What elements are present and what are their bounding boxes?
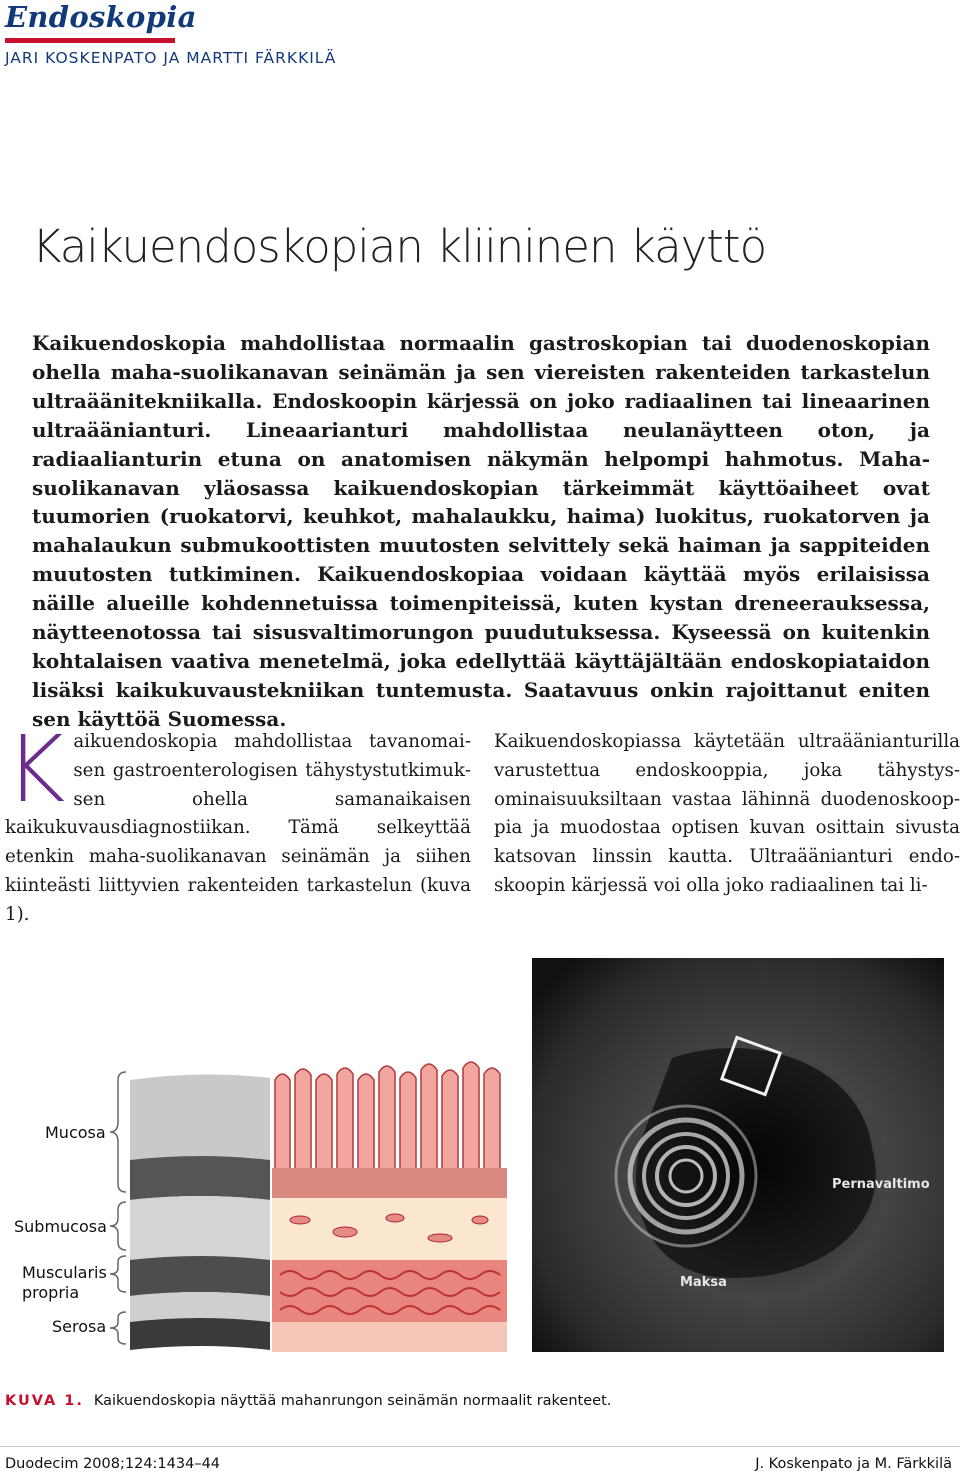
body-text-left: aikuendoskopia mahdollistaa tavanomaisen gastroenterologisen tähystystutkimuksen ohella samanaikaisen kaikukuvausdiagnostiikan. Tämä selkeyttää etenkin maha-suolikanavan seinämän ja siihen kiinteästi liittyvien rakenteiden tarkastelun (kuva 1).	[5, 731, 471, 925]
layer-label-muscularis: Muscularis	[22, 1263, 107, 1282]
layer-label-submucosa: Submucosa	[14, 1217, 107, 1236]
layer-label-serosa: Serosa	[52, 1317, 107, 1336]
body-column-right	[494, 728, 960, 901]
footer-rule	[0, 1446, 960, 1447]
footer-authors: J. Koskenpato ja M. Färkkilä	[755, 1456, 952, 1472]
section-label: Endoskopia	[5, 0, 197, 34]
layer-label-propria: propria	[22, 1283, 80, 1302]
body-text-right: Kaikuendoskopiassa käytetään ultraäänianturilla varustettua endoskooppia, joka tähystysominaisuuksiltaan vastaa lähinnä duodenoskooppia ja muodostaa optisen kuvan osittain sivusta katsovan linssin kautta. Ultraäänianturi endoskoopin kärjessä voi olla joko radiaalinen tai li-	[494, 731, 960, 896]
caption-text: Kaikuendoskopia näyttää mahanrungon seinämän normaalit rakenteet.	[93, 1393, 612, 1409]
body-column-left	[5, 716, 471, 930]
footer-citation: Duodecim 2008;124:1434–44	[5, 1456, 221, 1472]
article-title: Kaikuendoskopian kliininen käyttö	[32, 220, 767, 273]
caption-label: KUVA 1.	[5, 1393, 84, 1409]
ultrasound-label-pernavaltimo: Pernavaltimo	[832, 1177, 930, 1192]
article-authors: JARI KOSKENPATO JA MARTTI FÄRKKILÄ	[5, 49, 337, 67]
figure-caption	[5, 1393, 611, 1409]
ultrasound-image	[532, 958, 944, 1352]
section-rule	[5, 38, 175, 43]
lead-paragraph: Kaikuendoskopia mahdollistaa normaalin gastroskopian tai duodenoskopian ohella maha-suolikanavan seinämän ja sen viereisten rakenteiden tarkastelun ultraäänitekniikalla. Endoskoopin kärjessä on joko radiaalinen tai lineaarinen ultraäänianturi. Lineaarianturi mahdollistaa neulanäytteen oton, ja radiaalianturin etuna on anatomisen näkymän helpompi hahmotus. Maha-suolikanavan yläosassa kaikuendoskopian tärkeimmät käyttöaiheet ovat tuumorien (ruokatorvi, keuhkot, mahalaukku, haima) luokitus, ruokatorven ja mahalaukun submukoottisten muutosten selvittely sekä haiman ja sappiteiden muutosten tutkiminen. Kaikuendoskopiaa voidaan käyttää myös erilaisissa näille alueille kohdennetuissa toimenpiteissä, kuten kystan dreneerauksessa, näytteenotossa tai sisusvaltimorungon puudutuksessa. Kyseessä on kuitenkin kohtalaisen vaativa menetelmä, joka edellyttää käyttäjältään endoskopiataidon lisäksi kaikukuvaustekniikan tuntemusta. Saatavuus onkin rajoittanut eniten sen käyttöä Suomessa.	[32, 331, 930, 731]
wall-layers-diagram	[0, 1060, 540, 1360]
ultrasound-label-maksa: Maksa	[680, 1275, 727, 1290]
layer-label-mucosa: Mucosa	[45, 1123, 106, 1142]
drop-cap: K	[5, 716, 66, 823]
